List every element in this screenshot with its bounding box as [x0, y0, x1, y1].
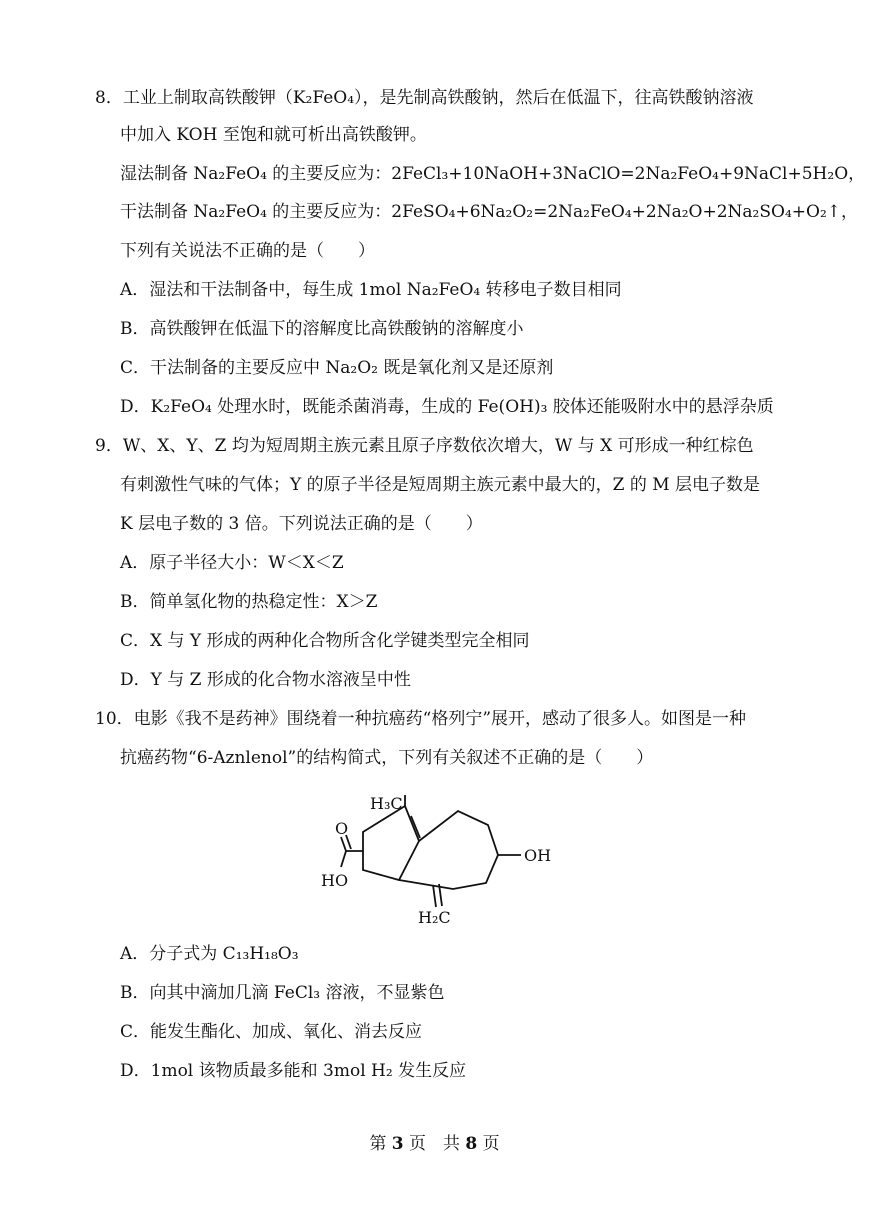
question-9-option-c: C．X 与 Y 形成的两种化合物所含化学键类型完全相同: [120, 631, 530, 651]
question-10-option-c: C．能发生酯化、加成、氧化、消去反应: [120, 1022, 423, 1042]
methyl-label: H₃C: [370, 794, 403, 813]
hydroxyl-label: OH: [524, 846, 552, 865]
question-8-option-c: C．干法制备的主要反应中 Na₂O₂ 既是氧化剂又是还原剂: [120, 358, 554, 378]
structure-bonds: [341, 795, 521, 907]
question-8-number: 8．: [95, 88, 123, 108]
question-9-option-b: B．简单氢化物的热稳定性：X＞Z: [120, 592, 378, 612]
question-9-number: 9．: [95, 436, 123, 456]
question-8-line-5: 下列有关说法不正确的是（ ）: [120, 241, 375, 261]
methylene-label: H₂C: [418, 908, 451, 927]
question-10-option-a: A．分子式为 C₁₃H₁₈O₃: [120, 944, 299, 964]
question-10-line-2: 抗癌药物“6-Aznlenol”的结构简式，下列有关叙述不正确的是（ ）: [120, 748, 654, 768]
question-8-line-3: 湿法制备 Na₂FeO₄ 的主要反应为：2FeCl₃+10NaOH+3NaClO=2Na₂FeO₄+9NaCl+5H₂O，: [120, 164, 866, 184]
carbonyl-o-label: O: [335, 819, 349, 838]
question-8-line-4: 干法制备 Na₂FeO₄ 的主要反应为：2FeSO₄+6Na₂O₂=2Na₂FeO₄+2Na₂O+2Na₂SO₄+O₂↑，: [120, 202, 858, 222]
question-8-option-a: A．湿法和干法制备中，每生成 1mol Na₂FeO₄ 转移电子数目相同: [120, 280, 622, 300]
structure-svg: [308, 785, 563, 927]
question-9-line-3: K 层电子数的 3 倍。下列说法正确的是（ ）: [120, 514, 483, 534]
page-footer: [0, 1133, 869, 1155]
question-9-option-a: A．原子半径大小：W＜X＜Z: [120, 553, 344, 573]
footer-prefix: 第: [369, 1134, 387, 1154]
footer-middle: 页 共: [409, 1134, 460, 1154]
question-8-option-b: B．高铁酸钾在低温下的溶解度比高铁酸钠的溶解度小: [120, 319, 524, 339]
question-10-text-1: 电影《我不是药神》围绕着一种抗癌药“格列宁”展开，感动了很多人。如图是一种: [133, 709, 747, 729]
question-9-text-1: W、X、Y、Z 均为短周期主族元素且原子序数依次增大，W 与 X 可形成一种红棕色: [122, 436, 754, 456]
footer-page-number: 3: [391, 1134, 404, 1154]
question-10-option-d: D．1mol 该物质最多能和 3mol H₂ 发生反应: [120, 1061, 467, 1081]
footer-suffix: 页: [482, 1134, 500, 1154]
ring-double-bond: [411, 816, 420, 838]
question-10-line-1: [95, 708, 746, 730]
carbonyl-bond-1: [341, 837, 346, 851]
question-10-option-b: B．向其中滴加几滴 FeCl₃ 溶液，不显紫色: [120, 983, 445, 1003]
question-8-line-2: 中加入 KOH 至饱和就可析出高铁酸钾。: [120, 125, 427, 145]
question-8-option-d: D．K₂FeO₄ 处理水时，既能杀菌消毒，生成的 Fe(OH)₃ 胶体还能吸附水中的悬浮杂质: [120, 397, 774, 417]
question-8-line-1: [95, 87, 754, 109]
question-8-text-1: 工业上制取高铁酸钾（K₂FeO₄），是先制高铁酸钠，然后在低温下，往高铁酸钠溶液: [122, 88, 754, 108]
question-10-number: 10．: [95, 709, 134, 729]
footer-total-pages: 8: [465, 1134, 478, 1154]
acid-oh-bond: [341, 851, 346, 867]
structure-formula-diagram: [308, 785, 563, 927]
methylene-bond-1: [433, 885, 436, 907]
acid-hydroxyl-label: HO: [321, 871, 349, 890]
question-9-option-d: D．Y 与 Z 形成的化合物水溶液呈中性: [120, 670, 411, 690]
question-9-line-1: [95, 435, 754, 457]
question-9-line-2: 有刺激性气味的气体；Y 的原子半径是短周期主族元素中最大的，Z 的 M 层电子数是: [120, 475, 761, 495]
